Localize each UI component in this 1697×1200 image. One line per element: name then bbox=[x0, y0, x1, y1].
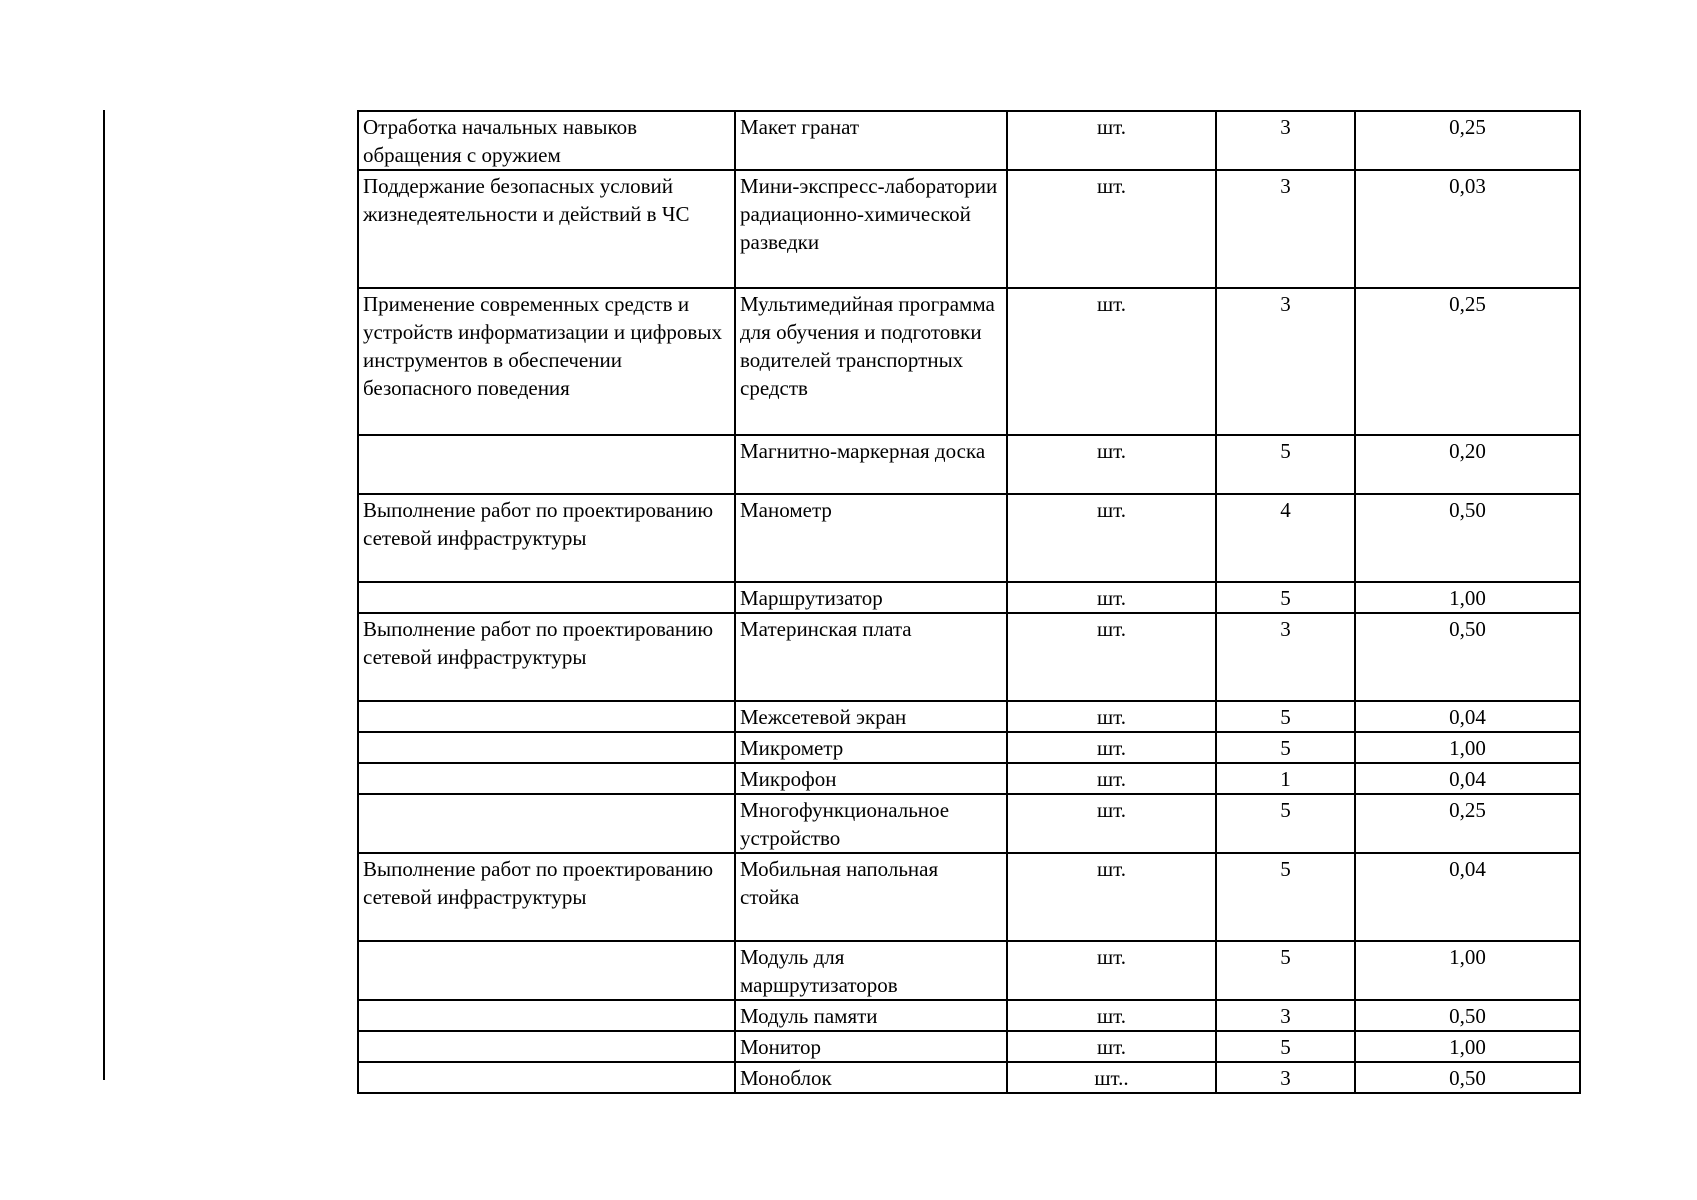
unit-cell: шт. bbox=[1007, 1031, 1216, 1062]
quantity-cell: 5 bbox=[1216, 435, 1355, 494]
activity-cell bbox=[358, 1062, 735, 1093]
item-cell: Мобильная напольная стойка bbox=[735, 853, 1007, 941]
item-cell: Материнская плата bbox=[735, 613, 1007, 701]
activity-cell: Выполнение работ по проектированию сетевой инфраструктуры bbox=[358, 494, 735, 582]
quantity-cell: 1 bbox=[1216, 763, 1355, 794]
activity-cell bbox=[358, 701, 735, 732]
activity-cell bbox=[358, 1031, 735, 1062]
quantity-cell: 3 bbox=[1216, 288, 1355, 435]
table-row bbox=[358, 1000, 1580, 1031]
quantity-cell: 5 bbox=[1216, 582, 1355, 613]
norm-cell: 0,04 bbox=[1355, 701, 1580, 732]
activity-cell bbox=[358, 582, 735, 613]
item-cell: Микрофон bbox=[735, 763, 1007, 794]
unit-cell: шт. bbox=[1007, 613, 1216, 701]
quantity-cell: 3 bbox=[1216, 1000, 1355, 1031]
table-row bbox=[358, 1031, 1580, 1062]
norm-cell: 0,25 bbox=[1355, 288, 1580, 435]
activity-cell: Отработка начальных навыков обращения с оружием bbox=[358, 111, 735, 170]
item-cell: Монитор bbox=[735, 1031, 1007, 1062]
unit-cell: шт. bbox=[1007, 794, 1216, 853]
activity-cell: Выполнение работ по проектированию сетевой инфраструктуры bbox=[358, 613, 735, 701]
norm-cell: 0,50 bbox=[1355, 494, 1580, 582]
norm-cell: 0,20 bbox=[1355, 435, 1580, 494]
unit-cell: шт.. bbox=[1007, 1062, 1216, 1093]
unit-cell: шт. bbox=[1007, 435, 1216, 494]
unit-cell: шт. bbox=[1007, 1000, 1216, 1031]
item-cell: Модуль памяти bbox=[735, 1000, 1007, 1031]
table-row bbox=[358, 582, 1580, 613]
activity-cell bbox=[358, 1000, 735, 1031]
item-cell: Моноблок bbox=[735, 1062, 1007, 1093]
table-row bbox=[358, 613, 1580, 701]
norm-cell: 0,03 bbox=[1355, 170, 1580, 288]
table-row bbox=[358, 853, 1580, 941]
quantity-cell: 3 bbox=[1216, 613, 1355, 701]
item-cell: Многофункциональное устройство bbox=[735, 794, 1007, 853]
quantity-cell: 5 bbox=[1216, 701, 1355, 732]
item-cell: Мультимедийная программа для обучения и подготовки водителей транспортных средств bbox=[735, 288, 1007, 435]
activity-cell: Поддержание безопасных условий жизнедеятельности и действий в ЧС bbox=[358, 170, 735, 288]
quantity-cell: 3 bbox=[1216, 1062, 1355, 1093]
quantity-cell: 5 bbox=[1216, 794, 1355, 853]
item-cell: Модуль для маршрутизаторов bbox=[735, 941, 1007, 1000]
quantity-cell: 5 bbox=[1216, 732, 1355, 763]
table-row bbox=[358, 170, 1580, 288]
activity-cell: Выполнение работ по проектированию сетевой инфраструктуры bbox=[358, 853, 735, 941]
unit-cell: шт. bbox=[1007, 701, 1216, 732]
norm-cell: 1,00 bbox=[1355, 732, 1580, 763]
activity-cell bbox=[358, 794, 735, 853]
norm-cell: 0,04 bbox=[1355, 763, 1580, 794]
activity-cell: Применение современных средств и устройств информатизации и цифровых инструментов в обеспечении безопасного поведения bbox=[358, 288, 735, 435]
unit-cell: шт. bbox=[1007, 853, 1216, 941]
norm-cell: 0,25 bbox=[1355, 794, 1580, 853]
table-row bbox=[358, 111, 1580, 170]
quantity-cell: 4 bbox=[1216, 494, 1355, 582]
quantity-cell: 5 bbox=[1216, 941, 1355, 1000]
item-cell: Микрометр bbox=[735, 732, 1007, 763]
unit-cell: шт. bbox=[1007, 111, 1216, 170]
table-row bbox=[358, 494, 1580, 582]
equipment-table bbox=[357, 110, 1581, 1094]
item-cell: Макет гранат bbox=[735, 111, 1007, 170]
norm-cell: 0,50 bbox=[1355, 613, 1580, 701]
table-row bbox=[358, 288, 1580, 435]
norm-cell: 1,00 bbox=[1355, 941, 1580, 1000]
item-cell: Мини-экспресс-лаборатории радиационно-химической разведки bbox=[735, 170, 1007, 288]
quantity-cell: 5 bbox=[1216, 1031, 1355, 1062]
unit-cell: шт. bbox=[1007, 941, 1216, 1000]
activity-cell bbox=[358, 941, 735, 1000]
unit-cell: шт. bbox=[1007, 494, 1216, 582]
item-cell: Маршрутизатор bbox=[735, 582, 1007, 613]
item-cell: Магнитно-маркерная доска bbox=[735, 435, 1007, 494]
quantity-cell: 5 bbox=[1216, 853, 1355, 941]
norm-cell: 0,50 bbox=[1355, 1000, 1580, 1031]
page-margin-line bbox=[103, 110, 105, 1080]
norm-cell: 1,00 bbox=[1355, 1031, 1580, 1062]
table-row bbox=[358, 435, 1580, 494]
unit-cell: шт. bbox=[1007, 763, 1216, 794]
item-cell: Манометр bbox=[735, 494, 1007, 582]
unit-cell: шт. bbox=[1007, 582, 1216, 613]
norm-cell: 0,25 bbox=[1355, 111, 1580, 170]
norm-cell: 1,00 bbox=[1355, 582, 1580, 613]
activity-cell bbox=[358, 435, 735, 494]
norm-cell: 0,50 bbox=[1355, 1062, 1580, 1093]
item-cell: Межсетевой экран bbox=[735, 701, 1007, 732]
activity-cell bbox=[358, 732, 735, 763]
table-row bbox=[358, 732, 1580, 763]
table-row bbox=[358, 701, 1580, 732]
norm-cell: 0,04 bbox=[1355, 853, 1580, 941]
unit-cell: шт. bbox=[1007, 170, 1216, 288]
table-row bbox=[358, 941, 1580, 1000]
activity-cell bbox=[358, 763, 735, 794]
unit-cell: шт. bbox=[1007, 732, 1216, 763]
quantity-cell: 3 bbox=[1216, 170, 1355, 288]
table-row bbox=[358, 763, 1580, 794]
table-row bbox=[358, 1062, 1580, 1093]
table-row bbox=[358, 794, 1580, 853]
quantity-cell: 3 bbox=[1216, 111, 1355, 170]
unit-cell: шт. bbox=[1007, 288, 1216, 435]
